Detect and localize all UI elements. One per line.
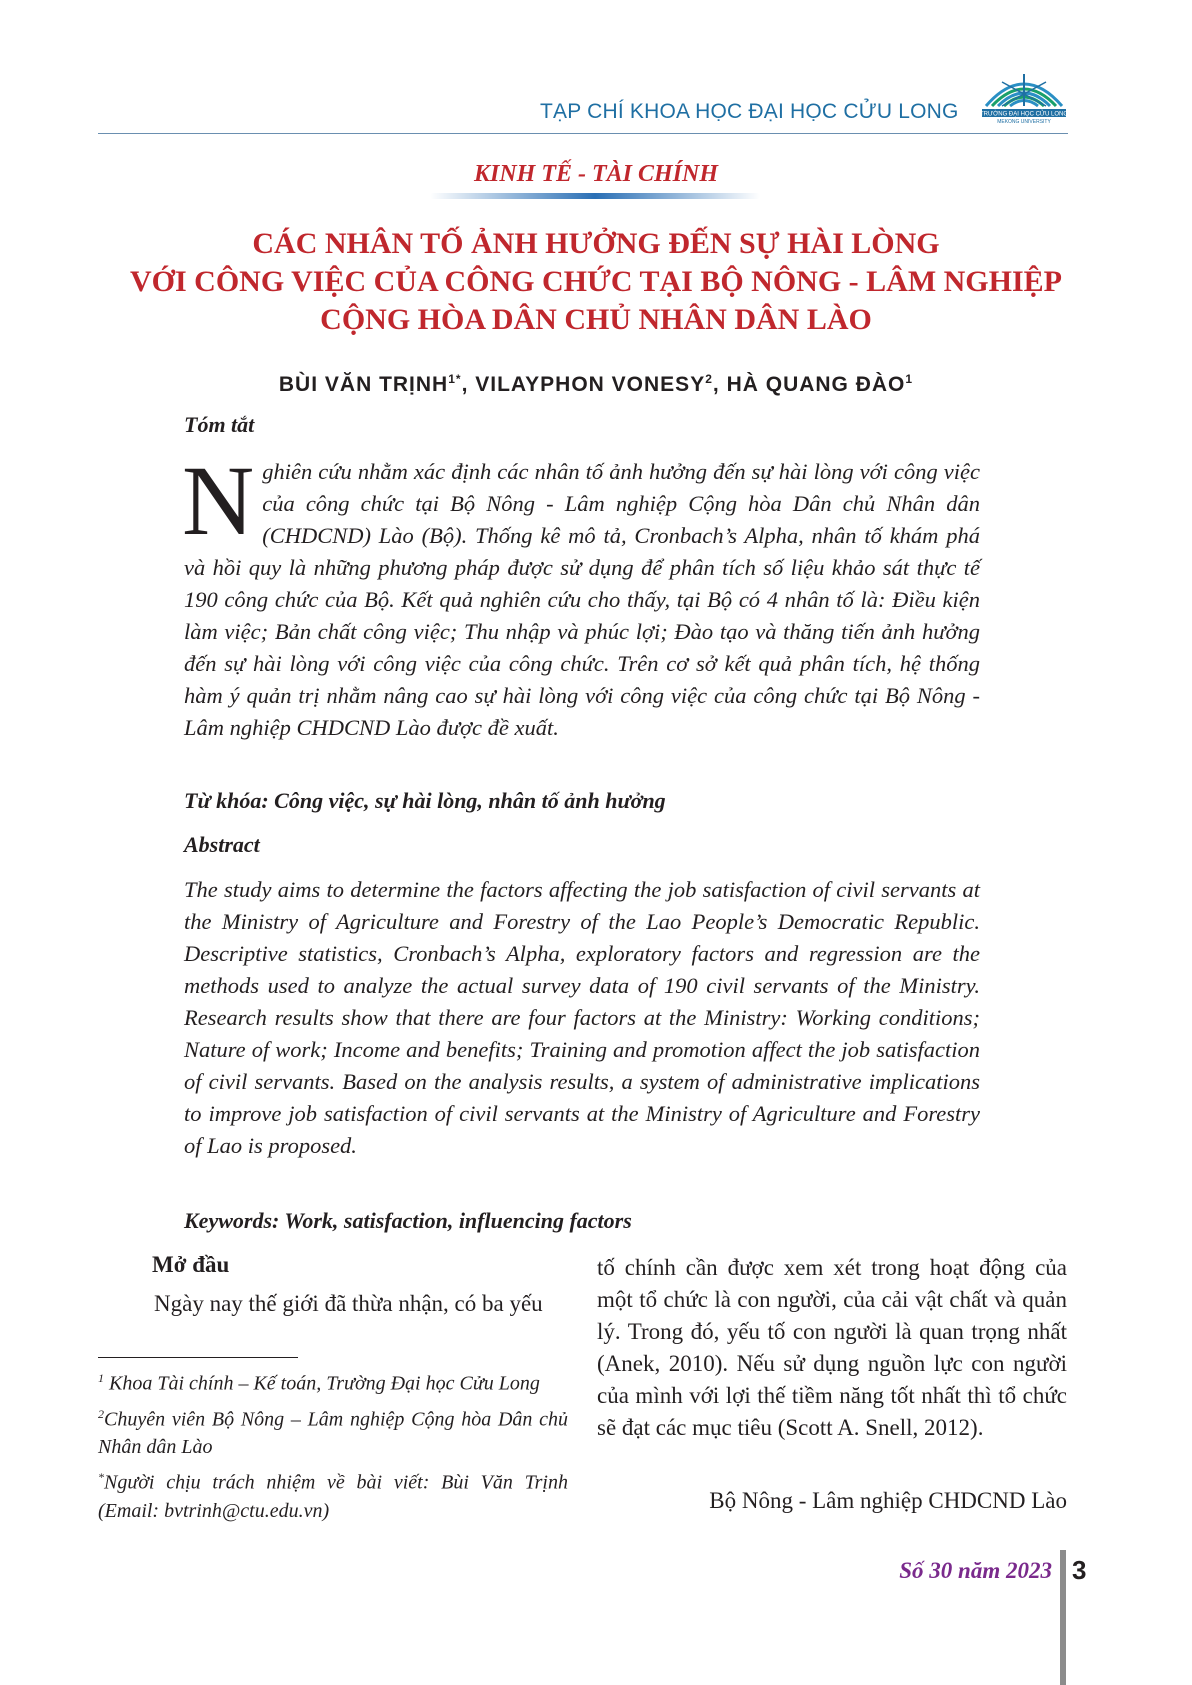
footnote-text: Khoa Tài chính – Kế toán, Trường Đại học Cửu Long	[104, 1372, 540, 1395]
footnotes	[98, 1364, 568, 1527]
issue-label: Số 30 năm 2023	[899, 1558, 1052, 1583]
abstract-vn-label: Tóm tắt	[184, 412, 255, 437]
author-name: BÙI VĂN TRỊNH	[278, 373, 449, 396]
footnote-text: Người chịu trách nhiệm về bài viết: Bùi Văn Trịnh (Email: bvtrinh@ctu.edu.vn)	[98, 1471, 568, 1522]
journal-name: TẠP CHÍ KHOA HỌC ĐẠI HỌC CỬU LONG	[540, 100, 959, 123]
author-name: HÀ QUANG ĐÀO	[726, 373, 906, 396]
header-divider	[98, 133, 1068, 134]
abstract-vn-text	[182, 445, 980, 744]
footnote-divider	[98, 1357, 298, 1358]
section-label: KINH TẾ - TÀI CHÍNH	[473, 161, 719, 187]
author-separator: ,	[712, 373, 727, 396]
subsection-heading: Bộ Nông - Lâm nghiệp CHDCND Lào	[709, 1488, 1067, 1513]
abstract-en-text: The study aims to determine the factors affecting the job satisfaction of civil servants at the Ministry of Agriculture and Forestry of the Lao People’s Democratic Republic. Descriptive statistics, Cronbach’s Alpha, exploratory factors and regression are the methods used to analyze the actual survey data of 190 civil servants of the Ministry. Research results show that there are four factors at the Ministry: Working conditions; Nature of work; Income and benefits; Training and promotion affect the job satisfaction of civil servants. Based on the analysis results, a system of administrative implications to improve job satisfaction of civil servants at the Ministry of Agriculture and Forestry of Lao is proposed.	[184, 877, 980, 1158]
author-affiliation-mark: 1	[905, 372, 914, 386]
page-number: 3	[1072, 1555, 1087, 1585]
university-logo	[982, 68, 1066, 124]
abstract-en-label: Abstract	[184, 832, 260, 857]
footnote	[98, 1364, 568, 1398]
footnote-mark: *	[98, 1470, 104, 1485]
article-title	[0, 225, 1192, 339]
drop-cap: N	[182, 445, 255, 556]
footnote-text: Chuyên viên Bộ Nông – Lâm nghiệp Cộng hòa Dân chủ Nhân dân Lào	[98, 1408, 568, 1459]
logo-text: TRƯỜNG ĐẠI HỌC CỬU LONG	[982, 111, 1066, 118]
author-name: VILAYPHON VONESY	[475, 373, 706, 396]
author-separator: ,	[461, 373, 476, 396]
intro-paragraph: tố chính cần được xem xét trong hoạt động của một tổ chức là con người, của cải vật chất và quản lý. Trong đó, yếu tố con người là quan trọng nhất (Anek, 2010). Nếu sử dụng nguồn lực con người của mình với lợi thế tiềm năng tốt nhất thì tổ chức sẽ đạt các mục tiêu (Scott A. Snell, 2012).	[597, 1255, 1067, 1440]
title-line: CỘNG HÒA DÂN CHỦ NHÂN DÂN LÀO	[320, 303, 872, 336]
title-line: VỚI CÔNG VIỆC CỦA CÔNG CHỨC TẠI BỘ NÔNG - LÂM NGHIỆP	[129, 265, 1062, 298]
keywords-vn: Từ khóa: Công việc, sự hài lòng, nhân tố ảnh hưởng	[184, 788, 666, 813]
intro-heading: Mở đầu	[152, 1252, 230, 1277]
abstract-vn-body: ghiên cứu nhằm xác định các nhân tố ảnh hưởng đến sự hài lòng với công việc của công chức tại Bộ Nông - Lâm nghiệp Cộng hòa Dân chủ Nhân dân (CHDCND) Lào (Bộ). Thống kê mô tả, Cronbach’s Alpha, nhân tố khám phá và hồi quy là những phương pháp được sử dụng để phân tích số liệu khảo sát thực tế 190 công chức của Bộ. Kết quả nghiên cứu cho thấy, tại Bộ có 4 nhân tố là: Điều kiện làm việc; Bản chất công việc; Thu nhập và phúc lợi; Đào tạo và thăng tiến ảnh hưởng đến sự hài lòng với công việc của công chức. Trên cơ sở kết quả phân tích, hệ thống hàm ý quản trị nhằm nâng cao sự hài lòng với công việc của công chức tại Bộ Nông - Lâm nghiệp CHDCND Lào được đề xuất.	[184, 459, 980, 740]
author-list	[0, 372, 1192, 397]
keywords-en: Keywords: Work, satisfaction, influencing factors	[184, 1208, 632, 1233]
logo-subtext: MEKONG UNIVERSITY	[997, 119, 1051, 124]
section-underline	[430, 193, 760, 199]
footnote	[98, 1463, 568, 1525]
author-affiliation-mark: 2	[705, 372, 713, 386]
page-margin-bar	[1060, 1550, 1066, 1685]
intro-left-text: Ngày nay thế giới đã thừa nhận, có ba yếu	[154, 1291, 543, 1316]
intro-right-text	[597, 1252, 1067, 1444]
footnote-mark: 2	[98, 1406, 104, 1421]
title-line: CÁC NHÂN TỐ ẢNH HƯỞNG ĐẾN SỰ HÀI LÒNG	[252, 227, 940, 260]
author-affiliation-mark: 1*	[448, 372, 462, 386]
footnote	[98, 1400, 568, 1462]
footnote-mark: 1	[98, 1371, 104, 1385]
